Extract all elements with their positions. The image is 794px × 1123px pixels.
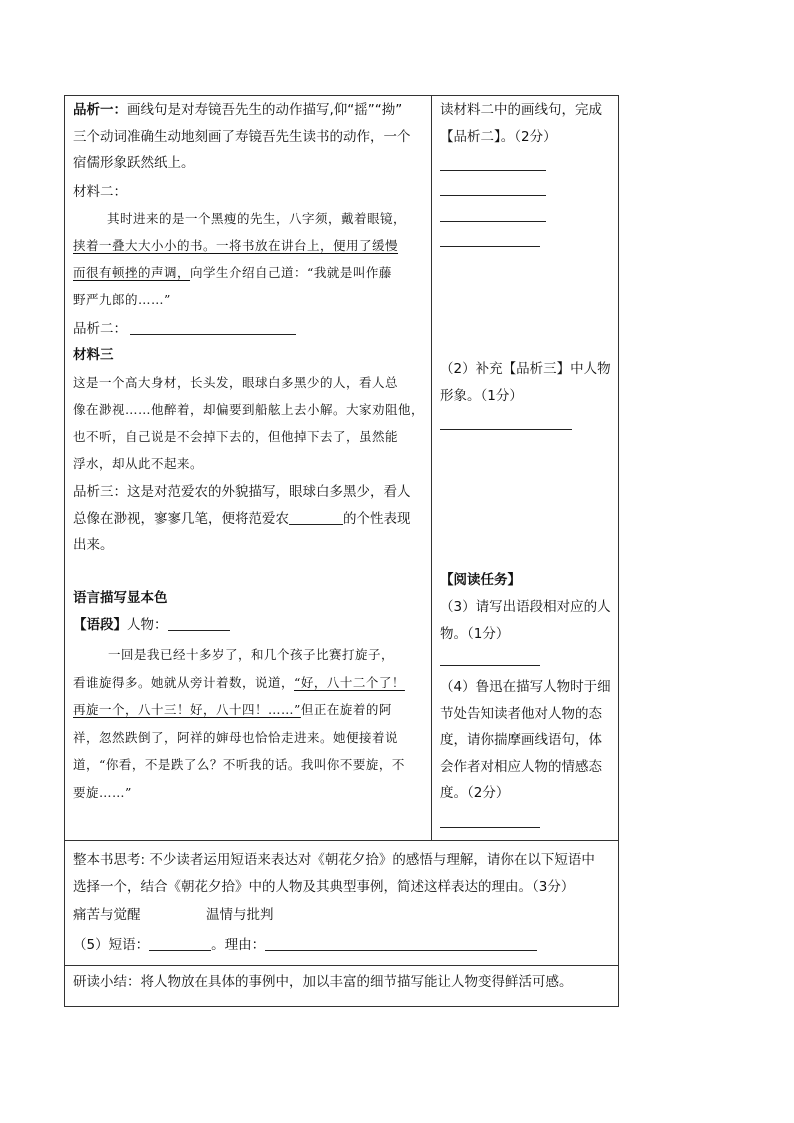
material-two-line: 其时进来的是一个黑瘦的先生，八字须，戴着眼镜， xyxy=(107,211,407,226)
question-one xyxy=(440,97,602,150)
question-four-text: 度。（2分） xyxy=(440,785,510,801)
material-two-line: 向学生介绍自己道：“我就是叫作藤 xyxy=(190,265,392,280)
answer-line[interactable] xyxy=(440,665,540,666)
passage-line: 祥，忽然跌倒了，阿祥的婶母也恰恰走进来。她便接着说 xyxy=(73,729,399,745)
reason-label: 。理由： xyxy=(211,937,266,953)
question-five-label: （5）短语： xyxy=(73,937,150,953)
question-one-text: 【品析二】。（2分） xyxy=(440,128,557,145)
analysis-two xyxy=(73,320,127,338)
analysis-two-answer-line[interactable] xyxy=(130,334,296,335)
column-divider xyxy=(431,95,432,840)
analysis-one-text: 三个动词准确生动地刻画了寿镜吾先生读书的动作，一个 xyxy=(73,128,411,145)
language-section-title: 语言描写显本色 xyxy=(73,590,168,606)
row-divider xyxy=(64,840,619,841)
passage-header xyxy=(73,616,230,634)
analysis-one-text: 宿儒形象跃然纸上。 xyxy=(73,155,195,171)
underlined-sentence: 挟着一叠大大小小的书。一将书放在讲台上，便用了缓慢 xyxy=(73,238,399,253)
person-label: 人物： xyxy=(127,617,168,633)
answer-line[interactable] xyxy=(440,170,546,171)
answer-line[interactable] xyxy=(440,246,540,247)
material-three-text xyxy=(73,369,424,477)
passage-line: 但正在旋着的阿 xyxy=(300,702,392,717)
phrase-option: 痛苦与觉醒 xyxy=(73,907,141,923)
material-two-text xyxy=(107,205,406,232)
question-two xyxy=(440,356,611,409)
answer-line[interactable] xyxy=(440,827,540,828)
analysis-one xyxy=(73,97,411,177)
underlined-sentence: 再旋一个，八十三！好，八十四！……” xyxy=(73,702,301,717)
question-three-text: （3）请写出语段相对应的人 xyxy=(440,599,611,615)
question-four-text: 会作者对相应人物的情感态 xyxy=(440,758,602,775)
passage-line: 一回是我已经十多岁了，和几个孩子比赛打旋子， xyxy=(108,647,395,662)
analysis-three xyxy=(73,479,411,559)
underlined-sentence: “好，八十二个了！ xyxy=(294,674,405,690)
material-three-line: 也不听，自己说是不会掉下去的，但他掉下去了，虽然能 xyxy=(73,429,399,444)
question-two-text: 形象。（1分） xyxy=(440,387,523,404)
analysis-two-label: 品析二： xyxy=(73,321,127,337)
reading-task-title: 【阅读任务】 xyxy=(440,572,521,588)
person-blank[interactable] xyxy=(168,616,230,631)
analysis-one-label: 品析一： xyxy=(73,102,127,118)
whole-book-thinking-text: 选择一个，结合《朝花夕拾》中的人物及其典型事例，简述这样表达的理由。（3分） xyxy=(73,878,575,895)
whole-book-thinking xyxy=(73,847,595,900)
question-three xyxy=(440,594,611,647)
answer-line[interactable] xyxy=(440,195,546,196)
question-four xyxy=(440,674,611,807)
question-four-text: 度，请你揣摩画线语句，体 xyxy=(440,732,602,748)
analysis-one-text: 画线句是对寿镜吾先生的动作描写,仰“摇”“拗” xyxy=(127,102,403,118)
passage-label: 【语段】 xyxy=(73,617,127,633)
phrase-option: 温情与批判 xyxy=(206,907,274,923)
question-four-text: （4）鲁迅在描写人物时于细 xyxy=(440,679,611,695)
analysis-three-blank[interactable] xyxy=(289,510,343,525)
passage-line: 道，“你看，不是跌了么？不听我的话。我叫你不要旋，不 xyxy=(73,757,405,772)
passage-text xyxy=(108,641,394,669)
passage-line: 看谁旋得多。她就从旁计着数，说道， xyxy=(73,674,295,690)
material-three-line: 浮水，却从此不起来。 xyxy=(73,456,204,471)
question-three-text: 物。（1分） xyxy=(440,625,510,642)
question-two-text: （2）补充【品析三】中人物 xyxy=(440,361,611,377)
analysis-three-text: 的个性表现 xyxy=(343,510,411,527)
analysis-three-text: 总像在渺视，寥寥几笔，便将范爱农 xyxy=(73,510,289,527)
passage-text xyxy=(73,669,405,807)
analysis-three-text: 出来。 xyxy=(73,537,114,553)
answer-line[interactable] xyxy=(440,221,546,222)
passage-line: 要旋……” xyxy=(73,784,132,800)
study-summary: 研读小结：将人物放在具体的事例中，加以丰富的细节描写能让人物变得鲜活可感。 xyxy=(73,974,573,990)
whole-book-thinking-text: 整本书思考: 不少读者运用短语来表达对《朝花夕拾》的感悟与理解，请你在以下短语中 xyxy=(73,852,595,868)
underlined-sentence: 而很有顿挫的声调， xyxy=(73,265,191,280)
question-one-text: 读材料二中的画线句，完成 xyxy=(440,102,602,118)
analysis-three-text: 品析三：这是对范爱农的外貌描写，眼球白多黑少，看人 xyxy=(73,484,411,500)
row-divider xyxy=(64,965,619,966)
material-two-line: 野严九郎的……” xyxy=(73,292,171,307)
material-two-text xyxy=(73,232,398,313)
question-five xyxy=(73,936,537,954)
question-four-text: 节处告知读者他对人物的态 xyxy=(440,705,602,722)
material-three-line: 这是一个高大身材，长头发，眼球白多黑少的人，看人总 xyxy=(73,375,399,390)
phrase-blank[interactable] xyxy=(149,936,211,951)
material-three-title: 材料三 xyxy=(73,347,114,363)
reason-blank[interactable] xyxy=(265,936,537,951)
material-three-line: 像在渺视……他醉着，却偏要到船舷上去小解。大家劝阻他， xyxy=(73,402,425,417)
material-two-title: 材料二： xyxy=(73,184,127,200)
answer-line[interactable] xyxy=(440,429,572,430)
